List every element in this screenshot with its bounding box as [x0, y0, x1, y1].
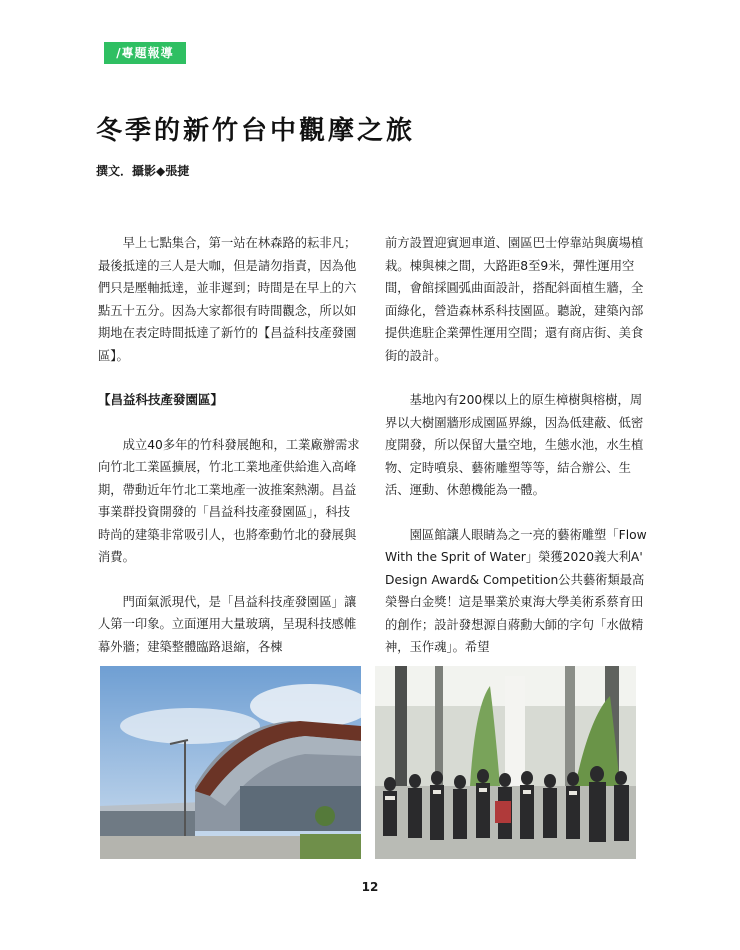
group-visit-photo [375, 666, 636, 859]
right-column [385, 232, 647, 681]
paragraph: 園區館讓人眼睛為之一亮的藝術雕塑「Flow With the Sprit of Water」榮獲2020義大利A' Design Award& Competition公共藝術類最高榮譽白金獎！這是畢業於東海大學美術系蔡育田的創作；設計發想源自蔣勳大師的字句「水做精神，玉作魂」。希望 [385, 527, 647, 654]
left-column [98, 232, 360, 680]
paragraph: 基地內有200棵以上的原生樟樹與榕樹，周界以大樹圍牆形成園區界線，因為低建蔽、低密度開發，所以保留大量空地，生態水池，水生植物、定時噴泉、藝術雕塑等等，結合辦公、生活、運動、休憩機能為一體。 [385, 393, 644, 497]
paragraph: 成立40多年的竹科發展飽和，工業廠辦需求向竹北工業區擴展，竹北工業地產供給進入高峰期，帶動近年竹北工業地產一波推案熱潮。昌益事業群投資開發的「昌益科技產發園區」，科技時尚的建築非常吸引人，也將牽動竹北的發展與消費。 [98, 437, 360, 564]
article-title: 冬季的新竹台中觀摩之旅 [96, 116, 416, 146]
section-tag: /專題報導 [104, 42, 186, 64]
paragraph: 早上七點集合，第一站在林森路的耘非凡；最後抵達的三人是大咖，但是請勿指責，因為他們只是壓軸抵達，並非遲到；時間是在早上的六點五十五分。因為大家都很有時間觀念，所以如期地在表定時間抵達了新竹的【昌益科技產發園區】。 [98, 236, 357, 363]
group-visit-illustration [375, 666, 636, 859]
section-heading: 【昌益科技產發園區】 [98, 392, 224, 407]
paragraph: 前方設置迎賓迴車道、園區巴士停靠站與廣場植栽。棟與棟之間，大路距8至9米，彈性運用空間，會館採圓弧曲面設計，搭配斜面植生牆，全面綠化，營造森林系科技園區。聽說，建築內部提供進駐企業彈性運用空間；還有商店街、美食街的設計。 [385, 236, 644, 363]
building-exterior-photo [100, 666, 361, 859]
building-exterior-illustration [100, 666, 361, 859]
page-number: 12 [361, 880, 379, 894]
article-byline: 撰文．攝影◆張捷 [96, 164, 190, 178]
paragraph: 門面氣派現代，是「昌益科技產發園區」讓人第一印象。立面運用大量玻璃，呈現科技感帷幕外牆；建築整體臨路退縮，各棟 [98, 594, 357, 654]
